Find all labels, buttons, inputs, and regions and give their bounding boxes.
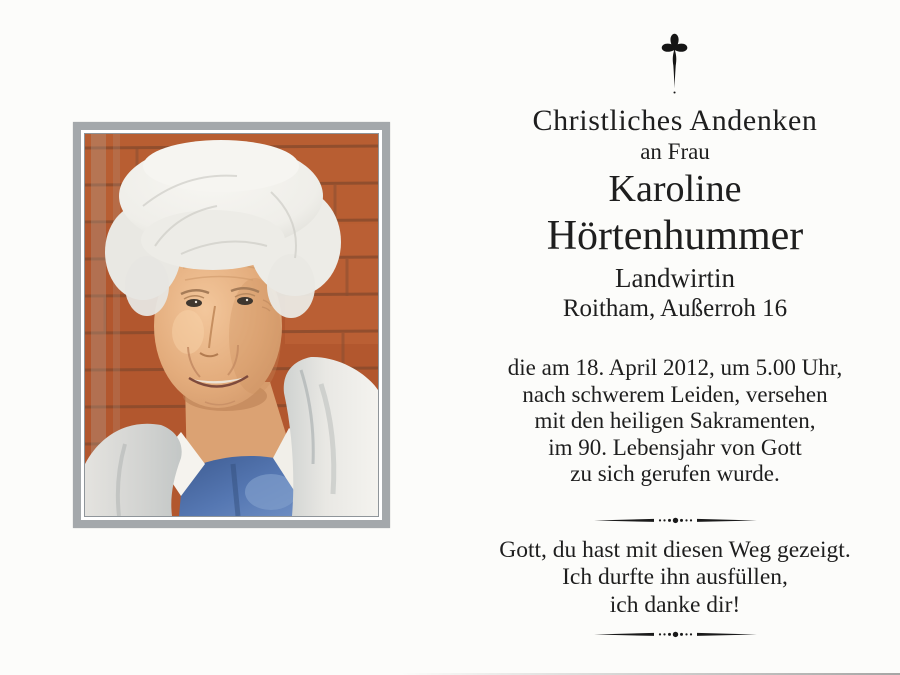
obituary-line: die am 18. April 2012, um 5.00 Uhr,: [507, 355, 843, 380]
memorial-subtitle: an Frau: [640, 139, 710, 164]
portrait-frame: [73, 122, 390, 528]
portrait-mat: [81, 130, 382, 520]
deceased-residence: Roitham, Außerroh 16: [562, 295, 788, 322]
portrait-photo: [84, 133, 379, 517]
cross-icon: [450, 32, 900, 96]
divider-ornament-icon: [594, 628, 757, 640]
obituary-line: im 90. Lebensjahr von Gott: [548, 434, 802, 460]
obituary-line: zu sich gerufen wurde.: [570, 461, 780, 486]
deceased-first-name: Karoline: [608, 168, 742, 210]
deceased-last-name: Hörtenhummer: [546, 213, 804, 259]
memorial-title: Christliches Andenken: [532, 104, 818, 137]
verse-line: Ich durfte ihn ausfüllen,: [562, 564, 788, 590]
deceased-occupation: Landwirtin: [615, 263, 735, 293]
verse-line: ich danke dir!: [609, 591, 741, 618]
verse-text: [450, 537, 900, 620]
portrait-illustration: [85, 134, 378, 516]
obituary-text: [450, 355, 900, 488]
obituary-line: mit den heiligen Sakramenten,: [534, 408, 816, 433]
divider-ornament-icon: [594, 514, 757, 526]
obituary-line: nach schwerem Leiden, versehen: [522, 381, 828, 407]
memorial-text-column: [450, 0, 900, 640]
verse-line: Gott, du hast mit diesen Weg gezeigt.: [499, 536, 851, 563]
